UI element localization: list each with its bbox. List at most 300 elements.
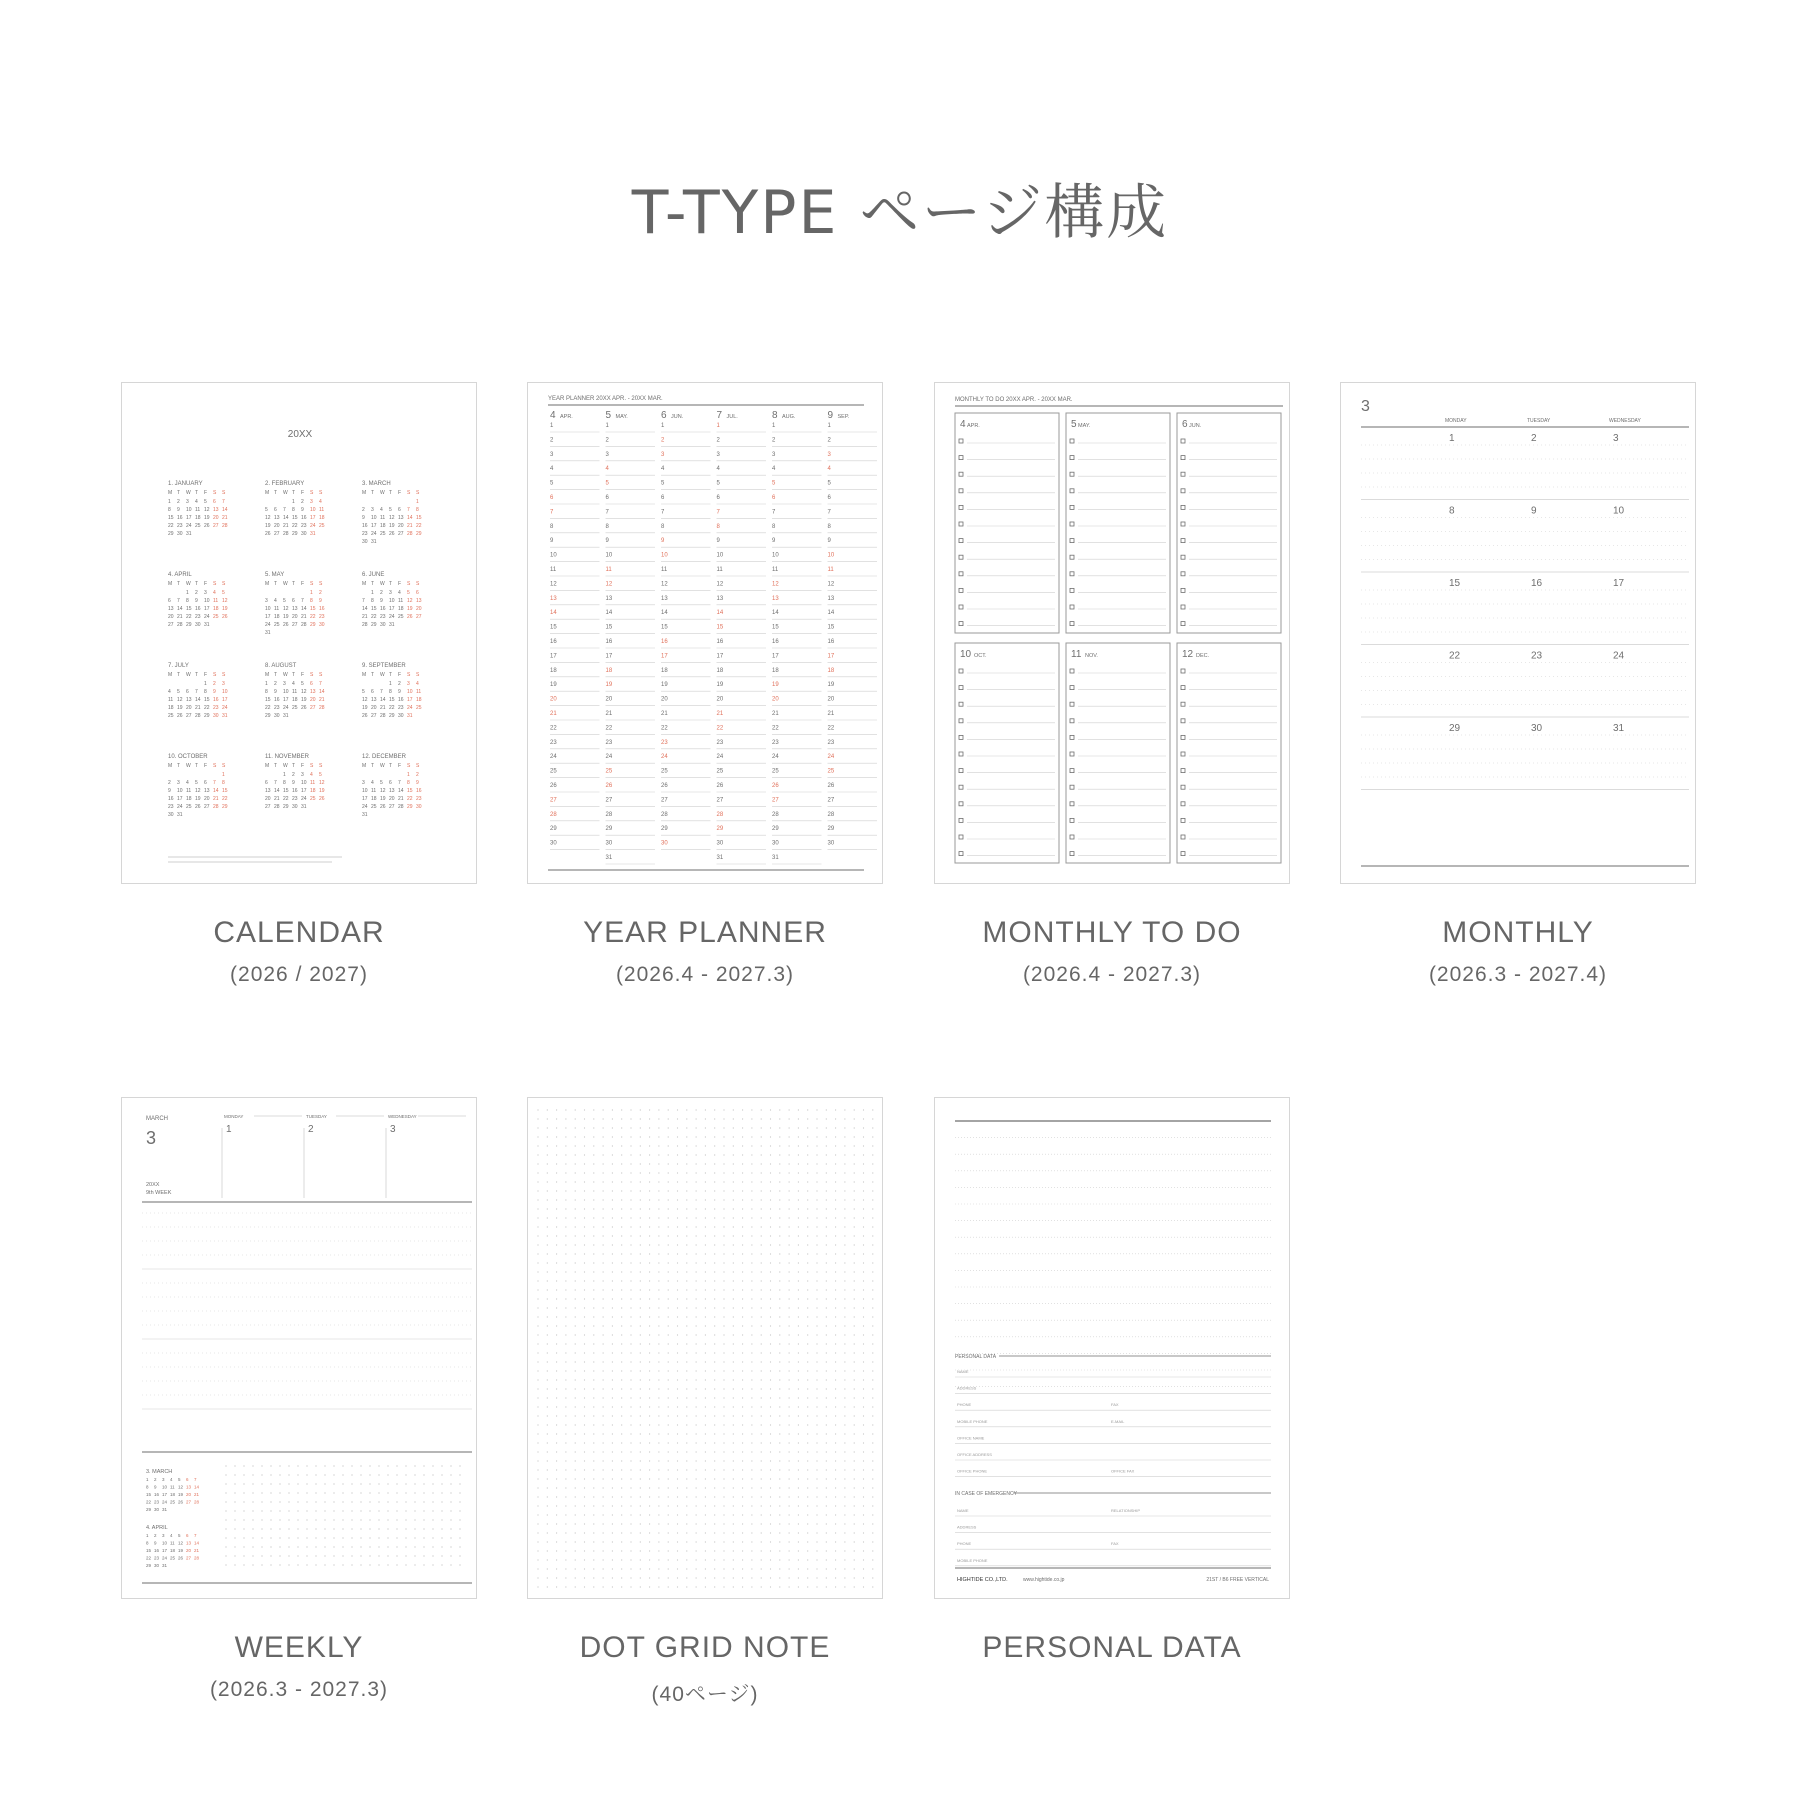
grid-dot <box>565 1433 566 1434</box>
grid-dot <box>537 1145 538 1146</box>
grid-dot <box>668 1181 669 1182</box>
grid-dot <box>677 1442 678 1443</box>
year-planner-day: 29 <box>661 826 668 833</box>
weekly-note-dot <box>306 1537 307 1538</box>
weekly-note-dot <box>270 1546 271 1547</box>
weekly-note-dot <box>459 1474 460 1475</box>
grid-dot <box>807 1415 808 1416</box>
weekly-note-dot <box>396 1555 397 1556</box>
grid-dot <box>677 1217 678 1218</box>
calendar-day: 28 <box>283 531 289 537</box>
grid-dot <box>677 1550 678 1551</box>
grid-dot <box>556 1523 557 1524</box>
grid-dot <box>630 1487 631 1488</box>
calendar-day: 25 <box>274 622 280 628</box>
grid-dot <box>863 1469 864 1470</box>
year-planner-day: 28 <box>772 811 779 818</box>
grid-dot <box>807 1307 808 1308</box>
weekly-mini-day: 28 <box>194 1555 200 1561</box>
grid-dot <box>733 1550 734 1551</box>
grid-dot <box>723 1469 724 1470</box>
grid-dot <box>742 1451 743 1452</box>
grid-dot <box>677 1577 678 1578</box>
monthly-date: 31 <box>1613 723 1625 734</box>
calendar-day: 6 <box>371 689 374 695</box>
year-planner-day: 27 <box>716 797 724 804</box>
grid-dot <box>723 1262 724 1263</box>
calendar-day: 10 <box>389 598 395 604</box>
todo-checkbox <box>1181 852 1185 856</box>
grid-dot <box>854 1289 855 1290</box>
grid-dot <box>761 1397 762 1398</box>
grid-dot <box>779 1541 780 1542</box>
grid-dot <box>723 1109 724 1110</box>
grid-dot <box>677 1244 678 1245</box>
personal-data-field-label: FAX <box>1111 1402 1119 1408</box>
grid-dot <box>733 1370 734 1371</box>
monthly-weekday: WEDNESDAY <box>1609 418 1641 424</box>
weekly-mini-day: 24 <box>162 1555 168 1561</box>
grid-dot <box>872 1262 873 1263</box>
grid-dot <box>537 1325 538 1326</box>
weekly-note-dot <box>423 1465 424 1466</box>
grid-dot <box>593 1271 594 1272</box>
weekly-note-dot <box>297 1537 298 1538</box>
grid-dot <box>742 1271 743 1272</box>
grid-dot <box>668 1199 669 1200</box>
grid-dot <box>640 1379 641 1380</box>
weekly-mini-day: 8 <box>146 1540 149 1546</box>
grid-dot <box>816 1388 817 1389</box>
grid-dot <box>575 1172 576 1173</box>
grid-dot <box>854 1199 855 1200</box>
grid-dot <box>696 1550 697 1551</box>
grid-dot <box>575 1478 576 1479</box>
grid-dot <box>603 1127 604 1128</box>
grid-dot <box>705 1343 706 1344</box>
calendar-weekday: S <box>407 672 411 678</box>
grid-dot <box>723 1586 724 1587</box>
year-planner-day: 30 <box>605 840 613 847</box>
grid-dot <box>854 1181 855 1182</box>
weekly-mini-day: 16 <box>154 1492 160 1497</box>
weekly-note-dot <box>351 1483 352 1484</box>
grid-dot <box>807 1208 808 1209</box>
todo-checkbox <box>959 719 963 723</box>
grid-dot <box>621 1334 622 1335</box>
grid-dot <box>630 1415 631 1416</box>
grid-dot <box>696 1442 697 1443</box>
grid-dot <box>751 1514 752 1515</box>
grid-dot <box>696 1559 697 1560</box>
todo-checkbox <box>1181 522 1185 526</box>
grid-dot <box>816 1433 817 1434</box>
weekly-note-dot <box>387 1564 388 1565</box>
grid-dot <box>612 1280 613 1281</box>
grid-dot <box>658 1136 659 1137</box>
monthly-date: 10 <box>1613 505 1625 517</box>
calendar-day: 20 <box>168 614 174 620</box>
personal-data-page-thumbnail <box>934 1097 1290 1599</box>
weekly-note-dot <box>324 1519 325 1520</box>
weekly-note-dot <box>396 1483 397 1484</box>
calendar-day: 17 <box>362 796 368 802</box>
grid-dot <box>593 1145 594 1146</box>
grid-dot <box>630 1505 631 1506</box>
calendar-day: 14 <box>213 788 219 794</box>
grid-dot <box>789 1532 790 1533</box>
grid-dot <box>705 1352 706 1353</box>
weekly-note-dot <box>261 1492 262 1493</box>
grid-dot <box>547 1343 548 1344</box>
calendar-day: 27 <box>168 622 174 628</box>
grid-dot <box>835 1154 836 1155</box>
calendar-day: 3 <box>310 499 313 505</box>
calendar-weekday: F <box>398 672 402 678</box>
grid-dot <box>807 1532 808 1533</box>
grid-dot <box>826 1415 827 1416</box>
grid-dot <box>658 1451 659 1452</box>
grid-dot <box>751 1415 752 1416</box>
calendar-day: 29 <box>407 804 413 810</box>
grid-dot <box>714 1118 715 1119</box>
grid-dot <box>668 1217 669 1218</box>
grid-dot <box>779 1352 780 1353</box>
grid-dot <box>556 1280 557 1281</box>
calendar-day: 22 <box>186 614 192 620</box>
grid-dot <box>696 1109 697 1110</box>
grid-dot <box>779 1370 780 1371</box>
grid-dot <box>854 1325 855 1326</box>
grid-dot <box>668 1460 669 1461</box>
weekly-note-dot <box>252 1546 253 1547</box>
grid-dot <box>751 1568 752 1569</box>
weekly-note-dot <box>405 1474 406 1475</box>
calendar-day: 10 <box>204 598 210 604</box>
year-planner-day: 14 <box>827 610 835 617</box>
grid-dot <box>761 1388 762 1389</box>
year-planner-day: 24 <box>661 754 668 761</box>
todo-checkbox <box>959 439 963 443</box>
grid-dot <box>537 1379 538 1380</box>
grid-dot <box>668 1244 669 1245</box>
grid-dot <box>612 1181 613 1182</box>
weekly-note-dot <box>405 1546 406 1547</box>
weekly-note-dot <box>342 1546 343 1547</box>
calendar-day: 26 <box>362 713 368 719</box>
grid-dot <box>761 1118 762 1119</box>
grid-dot <box>826 1460 827 1461</box>
grid-dot <box>556 1577 557 1578</box>
todo-checkbox <box>1070 489 1074 493</box>
grid-dot <box>640 1145 641 1146</box>
year-planner-day: 20 <box>550 696 557 703</box>
grid-dot <box>844 1343 845 1344</box>
grid-dot <box>863 1451 864 1452</box>
weekly-mini-day: 26 <box>178 1555 184 1561</box>
grid-dot <box>649 1397 650 1398</box>
grid-dot <box>770 1325 771 1326</box>
grid-dot <box>677 1307 678 1308</box>
grid-dot <box>872 1478 873 1479</box>
grid-dot <box>854 1379 855 1380</box>
year-planner-month-abbr: SEP. <box>837 414 850 420</box>
grid-dot <box>826 1379 827 1380</box>
grid-dot <box>547 1145 548 1146</box>
grid-dot <box>537 1433 538 1434</box>
weekly-note-dot <box>432 1564 433 1565</box>
grid-dot <box>714 1136 715 1137</box>
weekly-note-dot <box>450 1546 451 1547</box>
weekly-note-dot <box>315 1510 316 1511</box>
grid-dot <box>658 1523 659 1524</box>
grid-dot <box>723 1118 724 1119</box>
grid-dot <box>751 1136 752 1137</box>
calendar-day: 25 <box>213 614 219 620</box>
grid-dot <box>835 1244 836 1245</box>
grid-dot <box>844 1361 845 1362</box>
weekly-note-dot <box>306 1546 307 1547</box>
grid-dot <box>733 1451 734 1452</box>
grid-dot <box>668 1208 669 1209</box>
grid-dot <box>751 1469 752 1470</box>
todo-checkbox <box>959 505 963 509</box>
weekly-note-dot <box>405 1501 406 1502</box>
grid-dot <box>640 1478 641 1479</box>
calendar-day: 31 <box>283 713 289 719</box>
grid-dot <box>593 1397 594 1398</box>
grid-dot <box>751 1361 752 1362</box>
grid-dot <box>537 1514 538 1515</box>
grid-dot <box>686 1532 687 1533</box>
grid-dot <box>835 1388 836 1389</box>
grid-dot <box>547 1568 548 1569</box>
grid-dot <box>770 1244 771 1245</box>
grid-dot <box>575 1361 576 1362</box>
grid-dot <box>658 1127 659 1128</box>
grid-dot <box>714 1433 715 1434</box>
grid-dot <box>677 1514 678 1515</box>
calendar-day: 5 <box>177 689 180 695</box>
weekly-note-dot <box>234 1492 235 1493</box>
calendar-day: 26 <box>222 614 228 620</box>
grid-dot <box>649 1127 650 1128</box>
todo-checkbox <box>1070 572 1074 576</box>
grid-dot <box>612 1199 613 1200</box>
weekly-note-dot <box>306 1483 307 1484</box>
calendar-day: 12 <box>177 697 183 703</box>
year-planner-day: 5 <box>605 480 609 487</box>
year-planner-month-num: 6 <box>661 410 667 421</box>
grid-dot <box>854 1406 855 1407</box>
grid-dot <box>556 1415 557 1416</box>
grid-dot <box>835 1208 836 1209</box>
calendar-day: 2 <box>380 590 383 596</box>
year-planner-day: 22 <box>716 725 724 732</box>
year-planner-day: 14 <box>772 610 779 617</box>
grid-dot <box>714 1208 715 1209</box>
grid-dot <box>575 1496 576 1497</box>
calendar-day: 28 <box>362 622 368 628</box>
year-planner-day: 17 <box>550 653 557 660</box>
grid-dot <box>751 1577 752 1578</box>
grid-dot <box>854 1253 855 1254</box>
grid-dot <box>798 1442 799 1443</box>
weekly-note-dot <box>441 1465 442 1466</box>
calendar-day: 6 <box>274 507 277 513</box>
grid-dot <box>714 1379 715 1380</box>
grid-dot <box>575 1415 576 1416</box>
grid-dot <box>603 1532 604 1533</box>
calendar-day: 20 <box>389 796 395 802</box>
grid-dot <box>593 1109 594 1110</box>
grid-dot <box>761 1487 762 1488</box>
calendar-day: 4 <box>195 499 198 505</box>
calendar-day: 7 <box>222 499 225 505</box>
grid-dot <box>575 1262 576 1263</box>
grid-dot <box>844 1289 845 1290</box>
calendar-weekday: W <box>283 581 288 587</box>
grid-dot <box>733 1433 734 1434</box>
grid-dot <box>723 1559 724 1560</box>
calendar-day: 1 <box>186 590 189 596</box>
grid-dot <box>630 1388 631 1389</box>
todo-month-num: 12 <box>1182 649 1194 660</box>
calendar-day: 10 <box>177 788 183 794</box>
grid-dot <box>630 1118 631 1119</box>
grid-dot <box>630 1379 631 1380</box>
grid-dot <box>798 1154 799 1155</box>
calendar-day: 14 <box>195 697 201 703</box>
grid-dot <box>826 1127 827 1128</box>
grid-dot <box>696 1127 697 1128</box>
grid-dot <box>816 1217 817 1218</box>
calendar-day: 27 <box>274 531 280 537</box>
grid-dot <box>668 1145 669 1146</box>
weekly-note-dot <box>441 1555 442 1556</box>
grid-dot <box>575 1586 576 1587</box>
grid-dot <box>863 1325 864 1326</box>
year-planner-day: 31 <box>716 855 724 861</box>
grid-dot <box>872 1127 873 1128</box>
grid-dot <box>686 1541 687 1542</box>
weekly-mini-day: 17 <box>162 1492 168 1497</box>
grid-dot <box>621 1568 622 1569</box>
weekly-note-dot <box>396 1528 397 1529</box>
grid-dot <box>621 1136 622 1137</box>
grid-dot <box>537 1244 538 1245</box>
grid-dot <box>854 1541 855 1542</box>
weekly-note-dot <box>351 1537 352 1538</box>
year-planner-day: 17 <box>661 653 668 660</box>
grid-dot <box>556 1433 557 1434</box>
grid-dot <box>844 1586 845 1587</box>
grid-dot <box>593 1496 594 1497</box>
grid-dot <box>872 1532 873 1533</box>
grid-dot <box>705 1163 706 1164</box>
grid-dot <box>798 1199 799 1200</box>
calendar-day: 18 <box>195 515 201 521</box>
todo-checkbox <box>1181 572 1185 576</box>
calendar-day: 27 <box>371 713 377 719</box>
grid-dot <box>556 1469 557 1470</box>
calendar-day: 31 <box>407 713 413 719</box>
grid-dot <box>593 1289 594 1290</box>
weekly-mini-day: 15 <box>146 1492 152 1497</box>
grid-dot <box>714 1307 715 1308</box>
weekly-mini-day: 14 <box>194 1540 200 1546</box>
year-planner-day: 7 <box>605 509 609 516</box>
calendar-day: 13 <box>186 697 192 703</box>
grid-dot <box>621 1253 622 1254</box>
grid-dot <box>575 1352 576 1353</box>
grid-dot <box>593 1235 594 1236</box>
weekly-note-dot <box>243 1483 244 1484</box>
weekly-month-num: 3 <box>146 1128 157 1148</box>
grid-dot <box>575 1208 576 1209</box>
grid-dot <box>770 1451 771 1452</box>
grid-dot <box>621 1289 622 1290</box>
grid-dot <box>844 1172 845 1173</box>
grid-dot <box>612 1145 613 1146</box>
weekly-note-dot <box>378 1465 379 1466</box>
calendar-day: 26 <box>177 713 183 719</box>
calendar-day: 22 <box>407 796 413 802</box>
grid-dot <box>658 1334 659 1335</box>
grid-dot <box>714 1487 715 1488</box>
grid-dot <box>723 1496 724 1497</box>
calendar-day: 13 <box>204 788 210 794</box>
calendar-weekday: F <box>301 763 305 769</box>
calendar-day: 3 <box>371 507 374 513</box>
weekly-mini-day: 14 <box>194 1484 200 1490</box>
grid-dot <box>844 1109 845 1110</box>
grid-dot <box>863 1523 864 1524</box>
weekly-note-dot <box>441 1510 442 1511</box>
grid-dot <box>593 1253 594 1254</box>
grid-dot <box>696 1163 697 1164</box>
grid-dot <box>751 1307 752 1308</box>
calendar-day: 31 <box>371 539 377 545</box>
grid-dot <box>779 1478 780 1479</box>
calendar-day: 8 <box>389 689 392 695</box>
grid-dot <box>751 1352 752 1353</box>
grid-dot <box>798 1532 799 1533</box>
grid-dot <box>686 1325 687 1326</box>
grid-dot <box>807 1136 808 1137</box>
weekly-note-dot <box>315 1537 316 1538</box>
calendar-day: 5 <box>362 689 365 695</box>
grid-dot <box>779 1424 780 1425</box>
calendar-month-name: 9. SEPTEMBER <box>362 663 406 669</box>
grid-dot <box>807 1226 808 1227</box>
grid-dot <box>705 1145 706 1146</box>
weekly-note-dot <box>396 1501 397 1502</box>
grid-dot <box>621 1262 622 1263</box>
weekly-mini-day: 22 <box>146 1555 152 1561</box>
grid-dot <box>816 1397 817 1398</box>
grid-dot <box>705 1505 706 1506</box>
grid-dot <box>556 1541 557 1542</box>
grid-dot <box>556 1370 557 1371</box>
weekly-note-dot <box>243 1537 244 1538</box>
grid-dot <box>816 1352 817 1353</box>
calendar-day: 20 <box>274 523 280 529</box>
weekly-note-dot <box>225 1510 226 1511</box>
grid-dot <box>779 1388 780 1389</box>
year-planner-day: 18 <box>661 667 668 674</box>
grid-dot <box>630 1190 631 1191</box>
